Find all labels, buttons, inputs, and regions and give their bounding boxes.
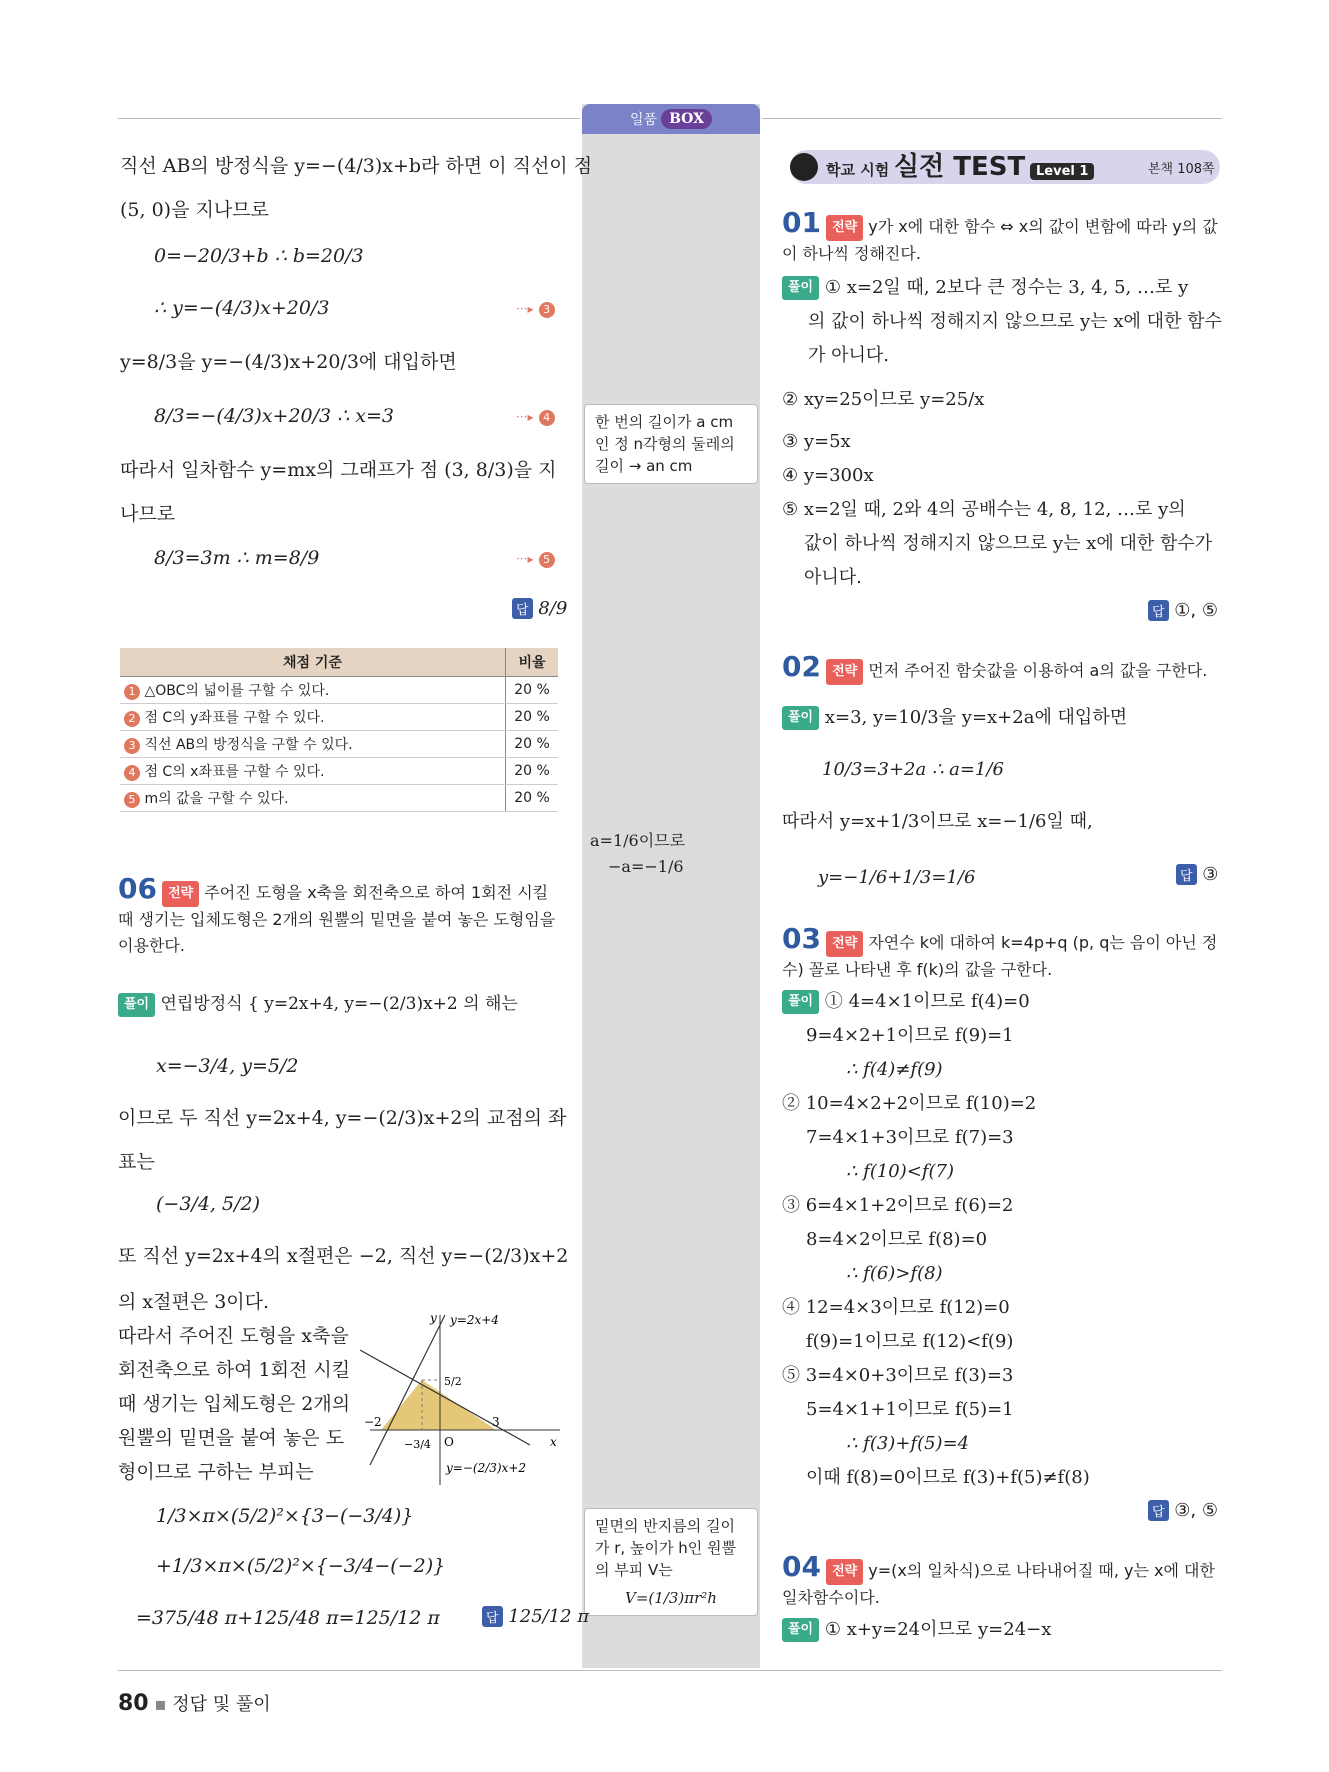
graph-line2-label: y=−(2/3)x+2: [446, 1461, 527, 1475]
q06-line-6: 또 직선 y=2x+4의 x절편은 −2, 직선 y=−(2/3)x+2: [118, 1245, 569, 1267]
graph-x-label: x: [550, 1435, 557, 1449]
table-row: 3 직선 AB의 방정식을 구할 수 있다. 20 %: [120, 731, 558, 758]
marker-4: ···▸ 4: [516, 406, 555, 426]
q03-line-10: ④ 12=4×3이므로 f(12)=0: [782, 1297, 1010, 1318]
left-line-2: (5, 0)을 지나므로: [120, 199, 269, 221]
q06-line-9: 회전축으로 하여 1회전 시킬: [118, 1359, 351, 1381]
q03-line-9: ∴ f(6)>f(8): [846, 1263, 943, 1284]
criteria-head-1: 채점 기준: [120, 648, 506, 677]
q06-line-10: 때 생기는 입체도형은 2개의: [118, 1393, 351, 1415]
marker-5: ···▸ 5: [516, 548, 555, 568]
q02-line-2: 10/3=3+2a ∴ a=1/6: [822, 759, 1004, 780]
q01-strategy: 01 전략 y가 x에 대한 함수 ⇔ x의 값이 변함에 따라 y의 값이 하나씩 정해진다.: [782, 206, 1218, 263]
table-row: 5 m의 값을 구할 수 있다. 20 %: [120, 785, 558, 812]
center-note-2: [590, 828, 750, 880]
q06-line-7: 의 x절편은 3이다.: [118, 1291, 270, 1313]
q06-formula-3: =375/48 π+125/48 π=125/12 π: [136, 1607, 440, 1629]
graph-x3-label: 3: [492, 1415, 500, 1429]
q06-line-3: 이므로 두 직선 y=2x+4, y=−(2/3)x+2의 교점의 좌: [118, 1107, 567, 1129]
q01-line-1: 풀이 ① x=2일 때, 2보다 큰 정수는 3, 4, 5, …로 y: [782, 276, 1188, 300]
box-tab: [582, 104, 760, 134]
center-note-1: [584, 404, 758, 484]
note-3-text: 밑면의 반지름의 길이가 r, 높이가 h인 원뿔의 부피 V는: [595, 1517, 736, 1579]
criteria-head-2: 비율: [506, 648, 559, 677]
note-1-text: 한 번의 길이가 a cm인 정 n각형의 둘레의 길이 → an cm: [595, 413, 735, 475]
q04-line-1: 풀이 ① x+y=24이므로 y=24−x: [782, 1618, 1051, 1642]
footer: 80 ▪ 정답 및 풀이: [118, 1691, 271, 1716]
center-note-3: [584, 1508, 758, 1616]
q06-strategy: 06 전략 주어진 도형을 x축을 회전축으로 하여 1회전 시킬 때 생기는 입체도형은 2개의 원뿔의 밑면을 붙여 놓은 도형임을 이용한다.: [118, 872, 556, 955]
answer-01: 답 ①, ⑤: [1148, 600, 1218, 621]
q03-line-6: ∴ f(10)<f(7): [846, 1161, 955, 1182]
left-line-7: 따라서 일차함수 y=mx의 그래프가 점 (3, 8/3)을 지: [120, 459, 557, 481]
footer-section: 정답 및 풀이: [172, 1694, 271, 1715]
q03-line-11: f(9)=1이므로 f(12)<f(9): [806, 1331, 1014, 1352]
q03-line-5: 7=4×1+3이므로 f(7)=3: [806, 1127, 1014, 1148]
q03-strategy: 03 전략 자연수 k에 대하여 k=4p+q (p, q는 음이 아닌 정수) 꼴로 나타낸 후 f(k)의 값을 구한다.: [782, 922, 1218, 979]
table-row: 1 △OBC의 넓이를 구할 수 있다. 20 %: [120, 677, 558, 704]
left-line-8: 나므로: [120, 503, 176, 525]
q01-line-5: ③ y=5x: [782, 431, 851, 452]
q01-line-4: ② xy=25이므로 y=25/x: [782, 389, 985, 410]
q06-line-1: 풀이 연립방정식 { y=2x+4, y=−(2/3)x+2 의 해는: [118, 992, 518, 1017]
q02-line-4: y=−1/6+1/3=1/6: [818, 867, 976, 888]
answer-03: 답 ③, ⑤: [1148, 1500, 1218, 1521]
q01-line-7: ⑤ x=2일 때, 2와 4의 공배수는 4, 8, 12, …로 y의: [782, 499, 1186, 520]
left-line-6: 8/3=−(4/3)x+20/3 ∴ x=3: [154, 405, 395, 427]
q06-line-4: 표는: [118, 1151, 155, 1173]
q06-line-8: 따라서 주어진 도형을 x축을: [118, 1325, 349, 1347]
q03-line-1: 풀이 ① 4=4×1이므로 f(4)=0: [782, 990, 1030, 1014]
q01-line-6: ④ y=300x: [782, 465, 874, 486]
graph-line1-label: y=2x+4: [450, 1313, 499, 1327]
answer-icon: 답: [1176, 864, 1197, 885]
graph-52-label: 5/2: [444, 1375, 462, 1388]
graph-xm2-label: −2: [364, 1415, 382, 1429]
q06-graph: [364, 1310, 570, 1490]
left-line-9: 8/3=3m ∴ m=8/9: [154, 547, 320, 569]
q02-line-1: 풀이 x=3, y=10/3을 y=x+2a에 대입하면: [782, 706, 1127, 730]
header-dot-icon: [790, 153, 818, 181]
answer-icon: 답: [482, 1606, 503, 1627]
box-label: 일품: [630, 112, 658, 128]
left-line-5: y=8/3을 y=−(4/3)x+20/3에 대입하면: [120, 351, 457, 373]
q04-strategy: 04 전략 y=(x의 일차식)으로 나타내어질 때, y는 x에 대한 일차함수이다.: [782, 1550, 1215, 1607]
answer-icon: 답: [512, 598, 533, 619]
top-rule-right: [762, 118, 1222, 119]
q06-line-5: (−3/4, 5/2): [156, 1193, 260, 1215]
criteria-table: [120, 648, 558, 812]
answer-02: 답 ③: [1176, 864, 1218, 885]
q01-line-2: 의 값이 하나씩 정해지지 않으므로 y는 x에 대한 함수: [808, 311, 1222, 332]
q03-line-13: 5=4×1+1이므로 f(5)=1: [806, 1399, 1014, 1420]
q06-formula-2: +1/3×π×(5/2)²×{−3/4−(−2)}: [156, 1555, 446, 1577]
q06-line-12: 형이므로 구하는 부피는: [118, 1461, 314, 1483]
graph-origin-label: O: [444, 1435, 454, 1449]
left-line-3: 0=−20/3+b ∴ b=20/3: [154, 245, 364, 267]
q02-line-3: 따라서 y=x+1/3이므로 x=−1/6일 때,: [782, 811, 1093, 832]
box-badge: BOX: [661, 109, 712, 129]
q01-line-9: 아니다.: [804, 567, 862, 588]
q06-line-11: 원뿔의 밑면을 붙여 놓은 도: [118, 1427, 345, 1449]
page-number: 80: [118, 1691, 149, 1716]
left-line-1: 직선 AB의 방정식을 y=−(4/3)x+b라 하면 이 직선이 점: [120, 155, 593, 177]
q01-line-3: 가 아니다.: [808, 345, 889, 366]
center-strip: [582, 104, 760, 1668]
q03-line-7: ③ 6=4×1+2이므로 f(6)=2: [782, 1195, 1014, 1216]
answer-05: 답 8/9: [512, 598, 567, 619]
marker-3: ···▸ 3: [516, 298, 555, 318]
top-rule-left: [118, 118, 580, 119]
q03-line-12: ⑤ 3=4×0+3이므로 f(3)=3: [782, 1365, 1014, 1386]
graph-xm34-label: −3/4: [404, 1438, 431, 1451]
q02-strategy: 02 전략 먼저 주어진 함숫값을 이용하여 a의 값을 구한다.: [782, 650, 1208, 683]
left-line-4: ∴ y=−(4/3)x+20/3: [154, 297, 330, 319]
table-row: 2 점 C의 y좌표를 구할 수 있다. 20 %: [120, 704, 558, 731]
note-2-line-1: a=1/6이므로: [590, 831, 686, 850]
header-page-ref: 본책 108쪽: [1148, 162, 1215, 177]
answer-icon: 답: [1148, 600, 1169, 621]
answer-06: 답 125/12 π: [482, 1606, 589, 1627]
q06-line-2: x=−3/4, y=5/2: [156, 1055, 299, 1077]
footer-rule: [118, 1670, 1222, 1671]
q03-line-15: 이때 f(8)=0이므로 f(3)+f(5)≠f(8): [806, 1467, 1090, 1488]
q03-line-14: ∴ f(3)+f(5)=4: [846, 1433, 970, 1454]
q03-line-8: 8=4×2이므로 f(8)=0: [806, 1229, 988, 1250]
answer-icon: 답: [1148, 1500, 1169, 1521]
q06-number: 06: [118, 872, 157, 905]
note-2-line-2: −a=−1/6: [608, 857, 684, 876]
header-title: 학교 시험 실전 TEST Level 1: [826, 146, 1094, 183]
table-row: 4 점 C의 x좌표를 구할 수 있다. 20 %: [120, 758, 558, 785]
shaded-triangle: [381, 1380, 496, 1430]
q03-line-4: ② 10=4×2+2이므로 f(10)=2: [782, 1093, 1037, 1114]
note-3-formula: V=(1/3)πr²h: [625, 1589, 717, 1607]
q06-tag: 전략: [162, 881, 199, 907]
q03-line-3: ∴ f(4)≠f(9): [846, 1059, 943, 1080]
q06-formula-1: 1/3×π×(5/2)²×{3−(−3/4)}: [156, 1505, 414, 1527]
q01-line-8: 값이 하나씩 정해지지 않으므로 y는 x에 대한 함수가: [804, 533, 1213, 554]
q03-line-2: 9=4×2+1이므로 f(9)=1: [806, 1025, 1014, 1046]
line-2: [360, 1350, 530, 1445]
graph-y-label: y: [430, 1311, 437, 1325]
